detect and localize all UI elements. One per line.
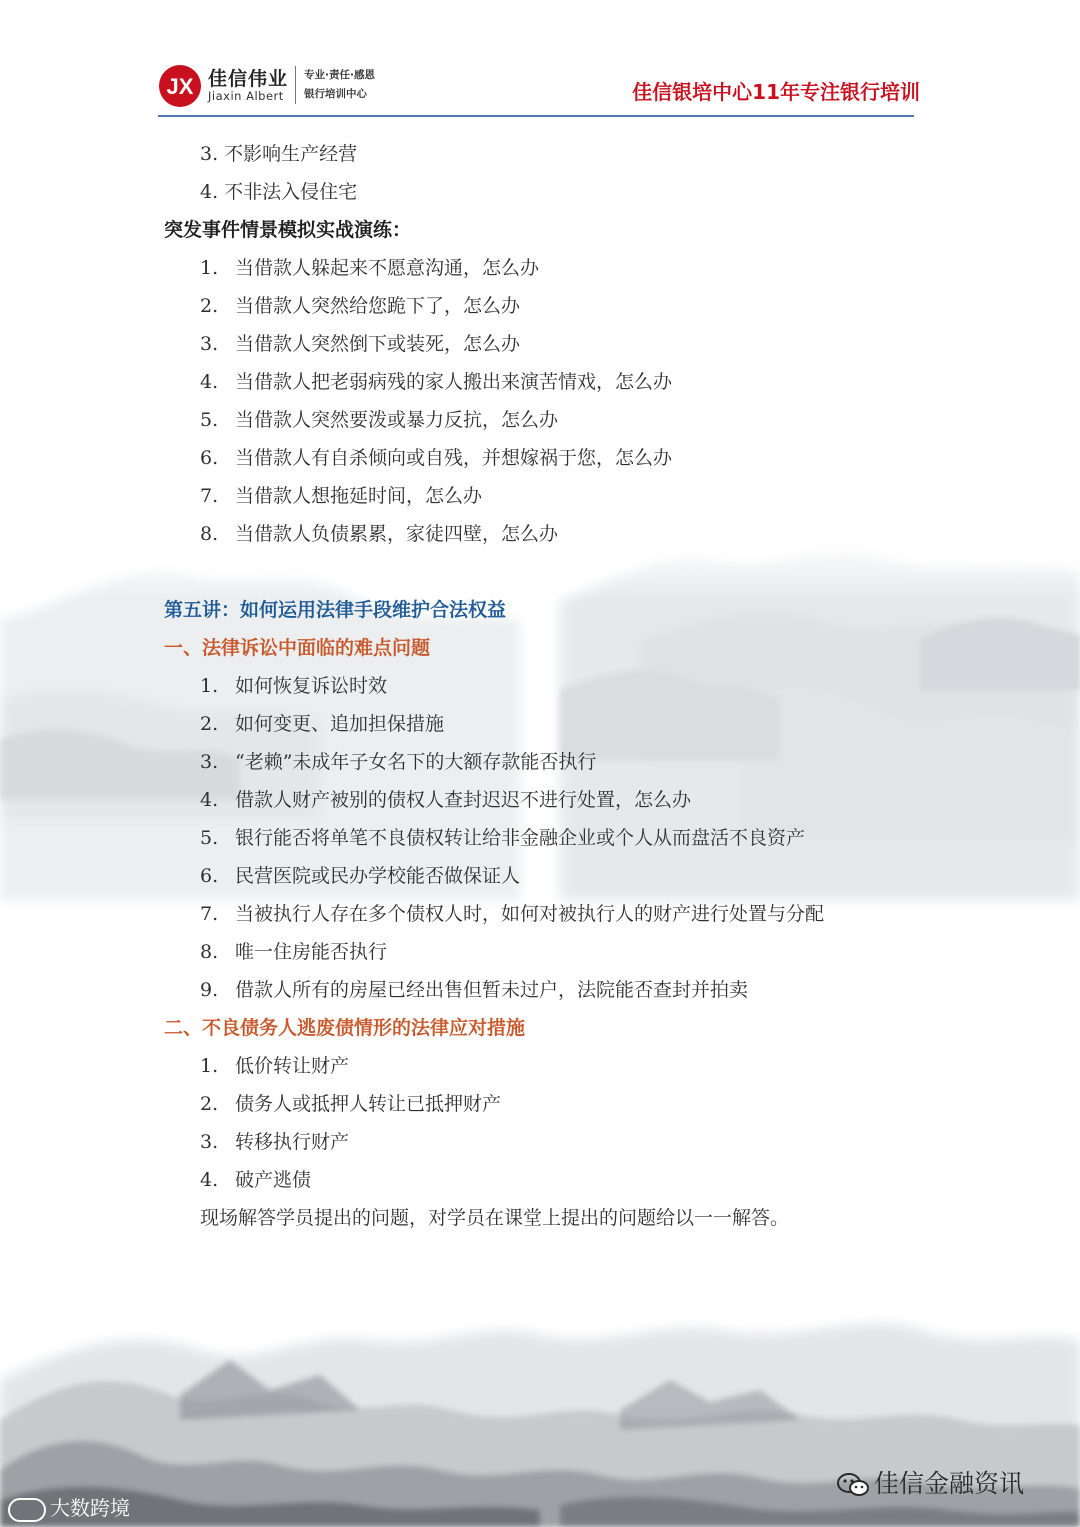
list-item-number: 6. [200,447,219,469]
list-item-number: 8. [200,941,219,963]
list-item-number: 3. [200,333,219,355]
watermark-left [8,1492,130,1522]
closing-paragraph: 现场解答学员提出的问题，对学员在课堂上提出的问题给以一一解答。 [200,1207,790,1229]
list-item: 转移执行财产 [235,1131,350,1153]
intro-item: 3. 不影响生产经营 [200,143,358,165]
list-item-number: 5. [200,827,219,849]
list-item: 唯一住房能否执行 [235,941,388,963]
watermark-left-text: 大数跨境 [50,1496,130,1520]
list-item-number: 1. [200,257,219,279]
jx-logo-icon [158,64,202,108]
header-title: 佳信银培中心11年专注银行培训 [632,80,920,104]
list-item: 民营医院或民办学校能否做保证人 [235,865,521,887]
list-item: 银行能否将单笔不良债权转让给非金融企业或个人从而盘活不良资产 [235,827,806,849]
list-item: 破产逃债 [235,1169,312,1191]
logo-name-en: Jiaxin Albert [208,89,284,103]
page-header [158,60,920,116]
slogan-line-2: 银行培训中心 [304,88,367,100]
list-item-number: 8. [200,523,219,545]
logo-letters: JX [166,74,194,99]
list-item: 当被执行人存在多个债权人时，如何对被执行人的财产进行处置与分配 [235,903,825,925]
intro-item: 4. 不非法入侵住宅 [200,181,358,203]
slogan-line-1: 专业·责任·感恩 [304,69,375,81]
watermark-right-text: 佳信金融资讯 [874,1469,1025,1498]
list-item: 当借款人有自杀倾向或自残，并想嫁祸于您，怎么办 [235,447,673,469]
list-item: “老赖”未成年子女名下的大额存款能否执行 [235,751,597,773]
list-item-number: 2. [200,713,219,735]
watermark-right [836,1464,1024,1500]
list-item: 如何恢复诉讼时效 [235,675,388,697]
list-item: 如何变更、追加担保措施 [235,713,445,735]
list-item-number: 4. [200,371,219,393]
list-item: 当借款人想拖延时间，怎么办 [235,485,483,507]
list-item-number: 9. [200,979,219,1001]
list-item-number: 3. [200,1131,219,1153]
list-item-number: 5. [200,409,219,431]
list-item: 低价转让财产 [235,1055,350,1077]
list-item-number: 4. [200,1169,219,1191]
list-item: 当借款人突然要泼或暴力反抗，怎么办 [235,409,559,431]
section-heading: 一、法律诉讼中面临的难点问题 [164,637,431,659]
list-item: 当借款人躲起来不愿意沟通，怎么办 [235,257,540,279]
logo-divider [295,66,296,104]
list-item: 当借款人突然给您跪下了，怎么办 [235,295,521,317]
section-heading: 二、不良债务人逃废债情形的法律应对措施 [164,1017,526,1039]
list-item-number: 7. [200,485,219,507]
lecture-title: 第五讲：如何运用法律手段维护合法权益 [164,599,507,621]
list-item-number: 4. [200,789,219,811]
list-item-number: 7. [200,903,219,925]
list-item-number: 1. [200,675,219,697]
watermark-left-icon [8,1498,46,1522]
list-item-number: 1. [200,1055,219,1077]
wechat-icon [836,1472,870,1498]
list-item: 借款人财产被别的债权人查封迟迟不进行处置，怎么办 [235,789,692,811]
list-item: 借款人所有的房屋已经出售但暂未过户，法院能否查封并拍卖 [235,979,749,1001]
list-item-number: 6. [200,865,219,887]
drill-heading: 突发事件情景模拟实战演练： [164,219,412,241]
list-item-number: 3. [200,751,219,773]
list-item: 当借款人突然倒下或装死，怎么办 [235,333,521,355]
list-item-number: 2. [200,295,219,317]
list-item-number: 2. [200,1093,219,1115]
list-item: 债务人或抵押人转让已抵押财产 [235,1093,502,1115]
list-item: 当借款人负债累累，家徒四壁，怎么办 [235,523,559,545]
logo-name-cn: 佳信伟业 [208,68,289,90]
header-rule [158,115,914,117]
list-item: 当借款人把老弱病残的家人搬出来演苦情戏，怎么办 [235,371,673,393]
